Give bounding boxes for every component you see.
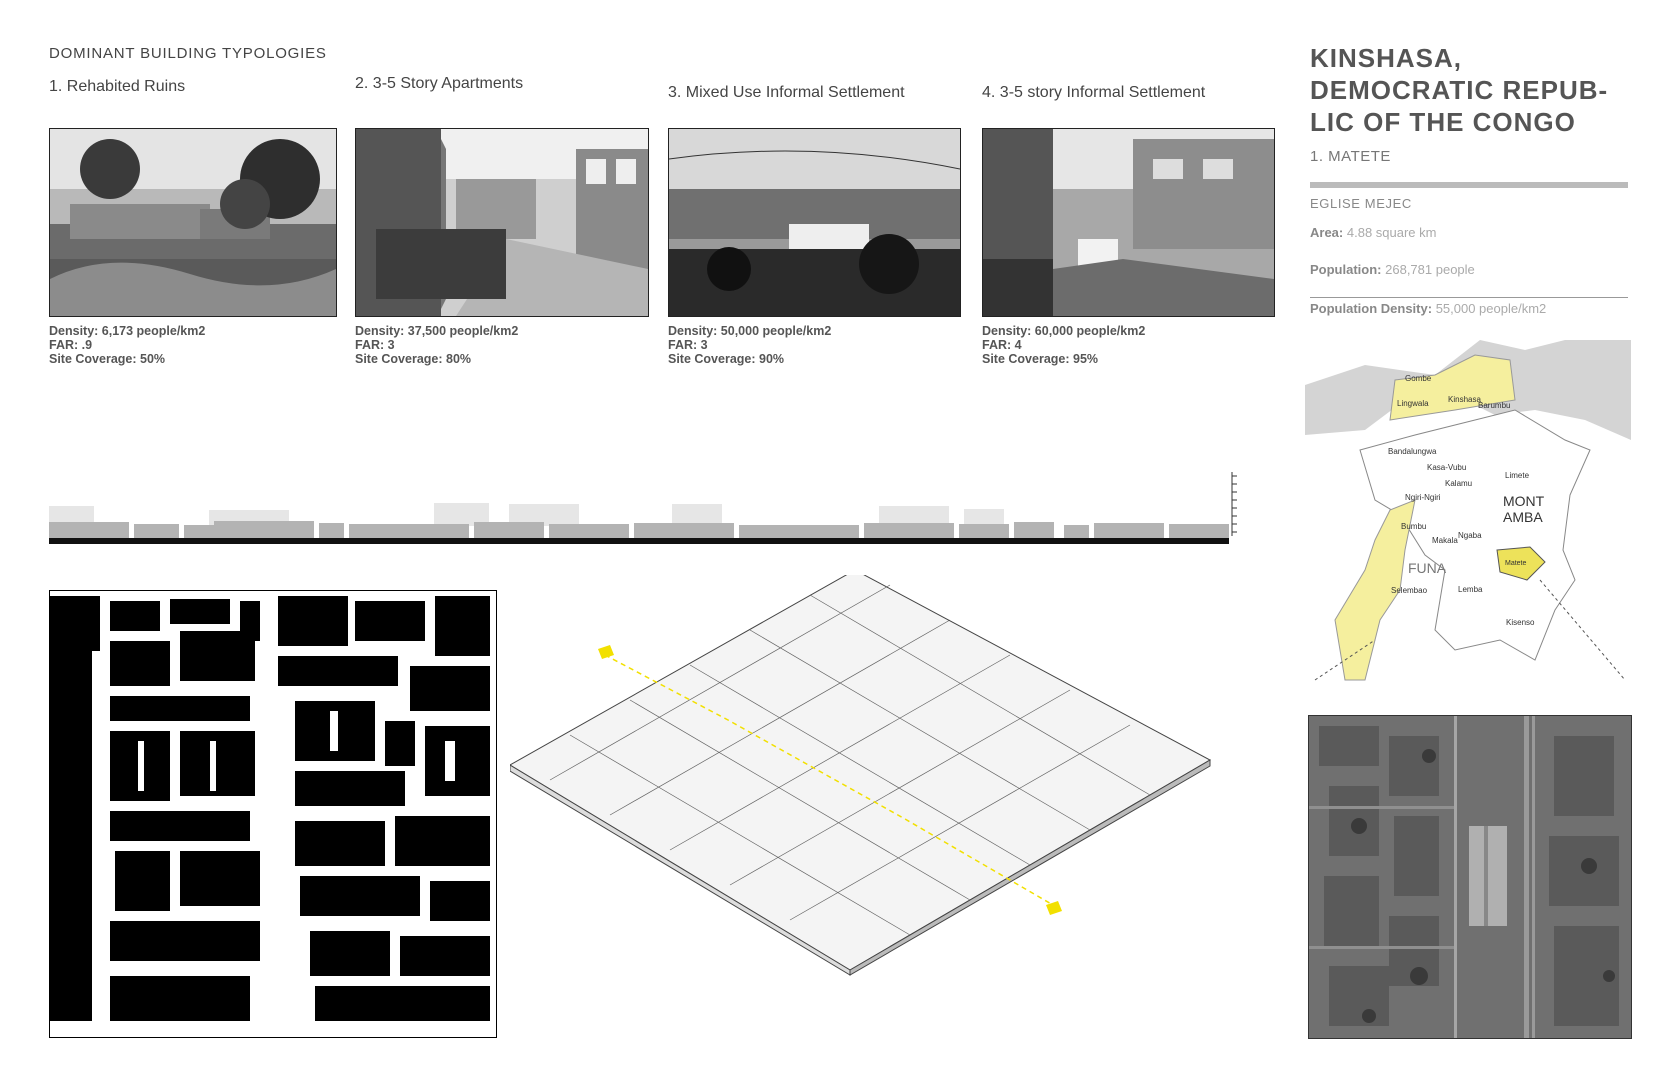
district-map xyxy=(1305,340,1631,682)
area-label: Area: xyxy=(1310,225,1344,240)
page-title xyxy=(1310,42,1608,138)
typology-stats-1 xyxy=(49,324,205,366)
density-text: Density: 60,000 people/km2 xyxy=(982,324,1146,338)
density-info xyxy=(1310,301,1546,316)
title-line-1: KINSHASA, xyxy=(1310,43,1463,73)
map-label-kasa-vubu: Kasa-Vubu xyxy=(1427,463,1467,472)
map-label-gombe: Gombe xyxy=(1405,374,1432,383)
figure-ground-plan xyxy=(49,590,497,1038)
section-title: DOMINANT BUILDING TYPOLOGIES xyxy=(49,45,327,62)
photo-informal-settlement xyxy=(982,128,1275,317)
far-text: FAR: .9 xyxy=(49,338,93,352)
map-label-amba: AMBA xyxy=(1503,509,1543,525)
title-divider xyxy=(1310,182,1628,188)
typology-stats-2 xyxy=(355,324,518,366)
typology-label-2: 2. 3-5 Story Apartments xyxy=(355,75,524,92)
map-label-kinshasa: Kinshasa xyxy=(1448,395,1481,404)
satellite-image xyxy=(1308,715,1632,1039)
coverage-text: Site Coverage: 95% xyxy=(982,352,1099,366)
density-text: Density: 6,173 people/km2 xyxy=(49,324,206,338)
map-label-kisenso: Kisenso xyxy=(1506,618,1535,627)
population-value: 268,781 people xyxy=(1385,262,1475,277)
coverage-text: Site Coverage: 90% xyxy=(668,352,785,366)
photo-rehabited-ruins xyxy=(49,128,337,317)
far-text: FAR: 3 xyxy=(668,338,708,352)
typology-label-4: 4. 3-5 story Informal Settlement xyxy=(982,84,1206,101)
map-label-lingwala: Lingwala xyxy=(1397,399,1429,408)
site-name: EGLISE MEJEC xyxy=(1310,196,1412,211)
far-text: FAR: 3 xyxy=(355,338,395,352)
page-subtitle: 1. MATETE xyxy=(1310,148,1391,165)
coverage-text: Site Coverage: 80% xyxy=(355,352,472,366)
map-label-kalamu: Kalamu xyxy=(1445,479,1473,488)
map-label-selembao: Selembao xyxy=(1391,586,1428,595)
title-line-2: DEMOCRATIC REPUB- xyxy=(1310,75,1609,105)
map-label-matete: Matete xyxy=(1505,560,1527,567)
map-label-barumbu: Barumbu xyxy=(1478,401,1511,410)
title-line-3: LIC OF THE CONGO xyxy=(1310,107,1576,137)
map-label-bandalungwa: Bandalungwa xyxy=(1388,447,1437,456)
typology-stats-4 xyxy=(982,324,1145,366)
map-label-lemba: Lemba xyxy=(1458,585,1483,594)
area-value: 4.88 square km xyxy=(1346,225,1437,240)
typology-label-3: 3. Mixed Use Informal Settlement xyxy=(668,84,905,101)
density-label: Population Density: xyxy=(1310,301,1433,316)
coverage-text: Site Coverage: 50% xyxy=(49,352,166,366)
map-label-funa: FUNA xyxy=(1408,560,1447,576)
population-info xyxy=(1310,262,1475,277)
map-label-limete: Limete xyxy=(1505,471,1530,480)
density-text: Density: 37,500 people/km2 xyxy=(355,324,519,338)
photo-apartments xyxy=(355,128,649,317)
info-divider xyxy=(1310,297,1628,298)
density-value: 55,000 people/km2 xyxy=(1435,301,1547,316)
map-label-bumbu: Bumbu xyxy=(1401,522,1427,531)
population-label: Population: xyxy=(1310,262,1382,277)
area-info xyxy=(1310,225,1436,240)
typology-stats-3 xyxy=(668,324,831,366)
photo-mixed-use-settlement xyxy=(668,128,961,317)
section-cut-marker-icon xyxy=(598,645,614,659)
skyline-section xyxy=(49,470,1274,550)
skyline-scale-icon xyxy=(1232,472,1237,536)
isometric-model xyxy=(510,575,1280,1035)
map-label-mont: MONT xyxy=(1503,493,1545,509)
map-label-ngiri-ngiri: Ngiri-Ngiri xyxy=(1405,493,1441,502)
typology-label-1: 1. Rehabited Ruins xyxy=(49,78,186,95)
density-text: Density: 50,000 people/km2 xyxy=(668,324,832,338)
far-text: FAR: 4 xyxy=(982,338,1022,352)
map-label-makala: Makala xyxy=(1432,536,1458,545)
map-label-ngaba: Ngaba xyxy=(1458,531,1482,540)
